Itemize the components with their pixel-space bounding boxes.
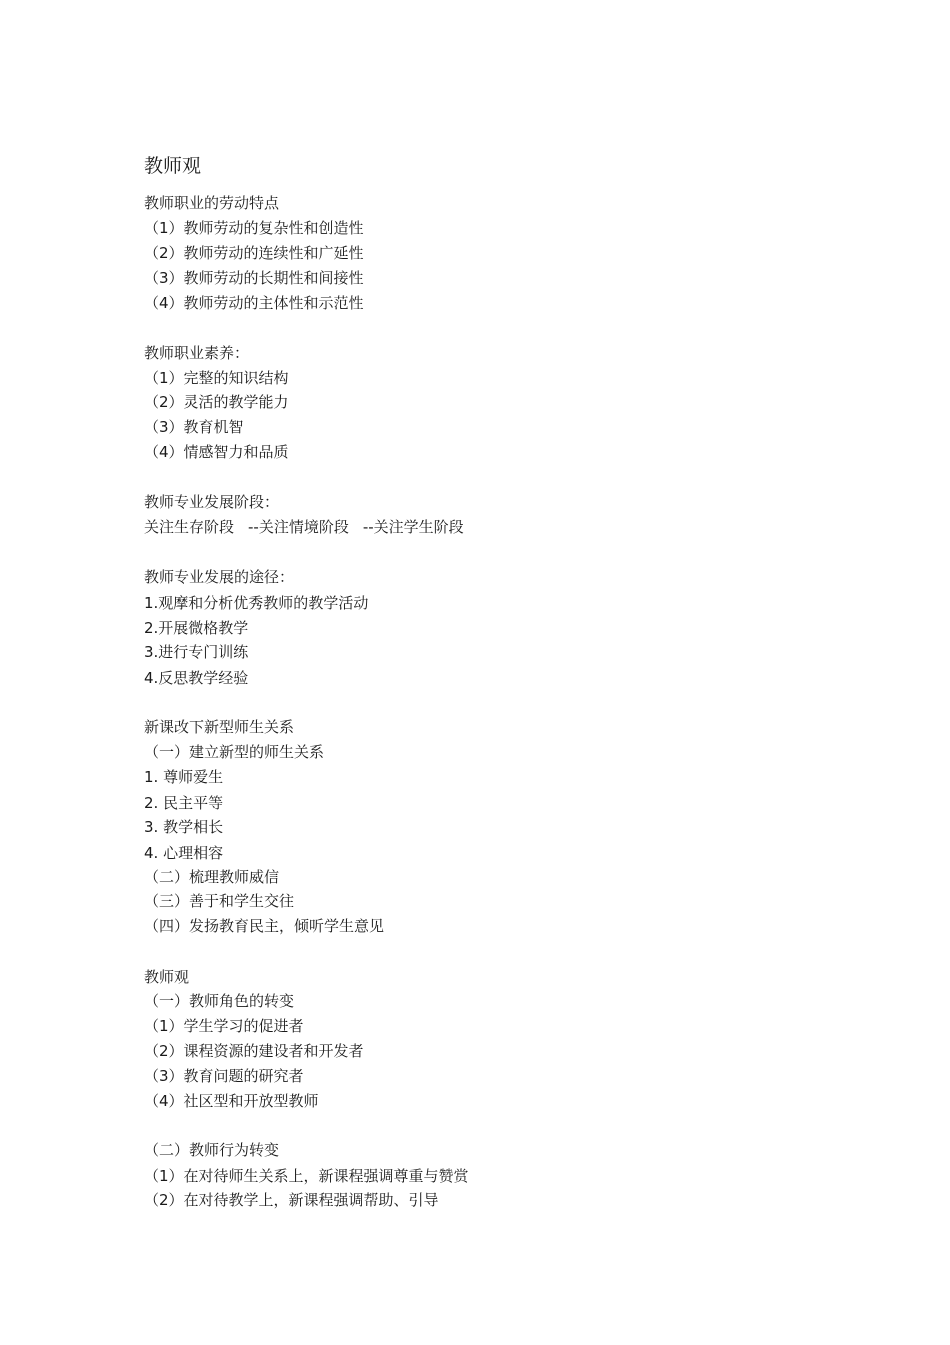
list-item: （1）学生学习的促进者 <box>144 1017 304 1035</box>
list-item: （2）灵活的教学能力 <box>144 393 289 411</box>
section-heading: 教师专业发展阶段： <box>144 493 280 511</box>
list-item: （二）教师行为转变 <box>144 1141 280 1159</box>
list-item: 3. 教学相长 <box>144 818 224 836</box>
list-item: 2. 民主平等 <box>144 794 224 812</box>
list-item: 1.观摩和分析优秀教师的教学活动 <box>144 594 369 612</box>
list-item: （2）在对待教学上，新课程强调帮助、引导 <box>144 1191 439 1209</box>
list-item: （4）情感智力和品质 <box>144 443 289 461</box>
section-heading: 新课改下新型师生关系 <box>144 718 295 736</box>
list-item: （4）教师劳动的主体性和示范性 <box>144 294 364 312</box>
document-title: 教师观 <box>144 155 202 177</box>
list-item: （4）社区型和开放型教师 <box>144 1092 319 1110</box>
list-item: 1. 尊师爱生 <box>144 768 224 786</box>
list-item: （3）教育机智 <box>144 418 244 436</box>
section-heading: 教师观 <box>144 968 190 986</box>
list-item: （1）教师劳动的复杂性和创造性 <box>144 219 364 237</box>
stage-2: --关注情境阶段 <box>248 518 349 536</box>
stage-3: --关注学生阶段 <box>362 518 464 536</box>
list-item: （三）善于和学生交往 <box>144 892 295 910</box>
list-item: 4.反思教学经验 <box>144 669 249 687</box>
list-item: （1）在对待师生关系上，新课程强调尊重与赞赏 <box>144 1167 469 1185</box>
list-item: 3.进行专门训练 <box>144 643 249 661</box>
list-item: （一）建立新型的师生关系 <box>144 743 325 761</box>
stage-sequence <box>144 517 464 537</box>
list-item: （3）教育问题的研究者 <box>144 1067 304 1085</box>
list-item: （2）课程资源的建设者和开发者 <box>144 1042 364 1060</box>
list-item: （一）教师角色的转变 <box>144 992 295 1010</box>
section-heading: 教师职业素养： <box>144 344 250 362</box>
list-item: （1）完整的知识结构 <box>144 369 289 387</box>
list-item: （四）发扬教育民主，倾听学生意见 <box>144 917 385 935</box>
section-heading: 教师职业的劳动特点 <box>144 194 280 212</box>
section-heading: 教师专业发展的途径： <box>144 568 295 586</box>
list-item: 2.开展微格教学 <box>144 619 249 637</box>
list-item: （2）教师劳动的连续性和广延性 <box>144 244 364 262</box>
list-item: （3）教师劳动的长期性和间接性 <box>144 269 364 287</box>
list-item: （二）梳理教师威信 <box>144 868 280 886</box>
list-item: 4. 心理相容 <box>144 844 224 862</box>
stage-1: 关注生存阶段 <box>144 518 235 536</box>
